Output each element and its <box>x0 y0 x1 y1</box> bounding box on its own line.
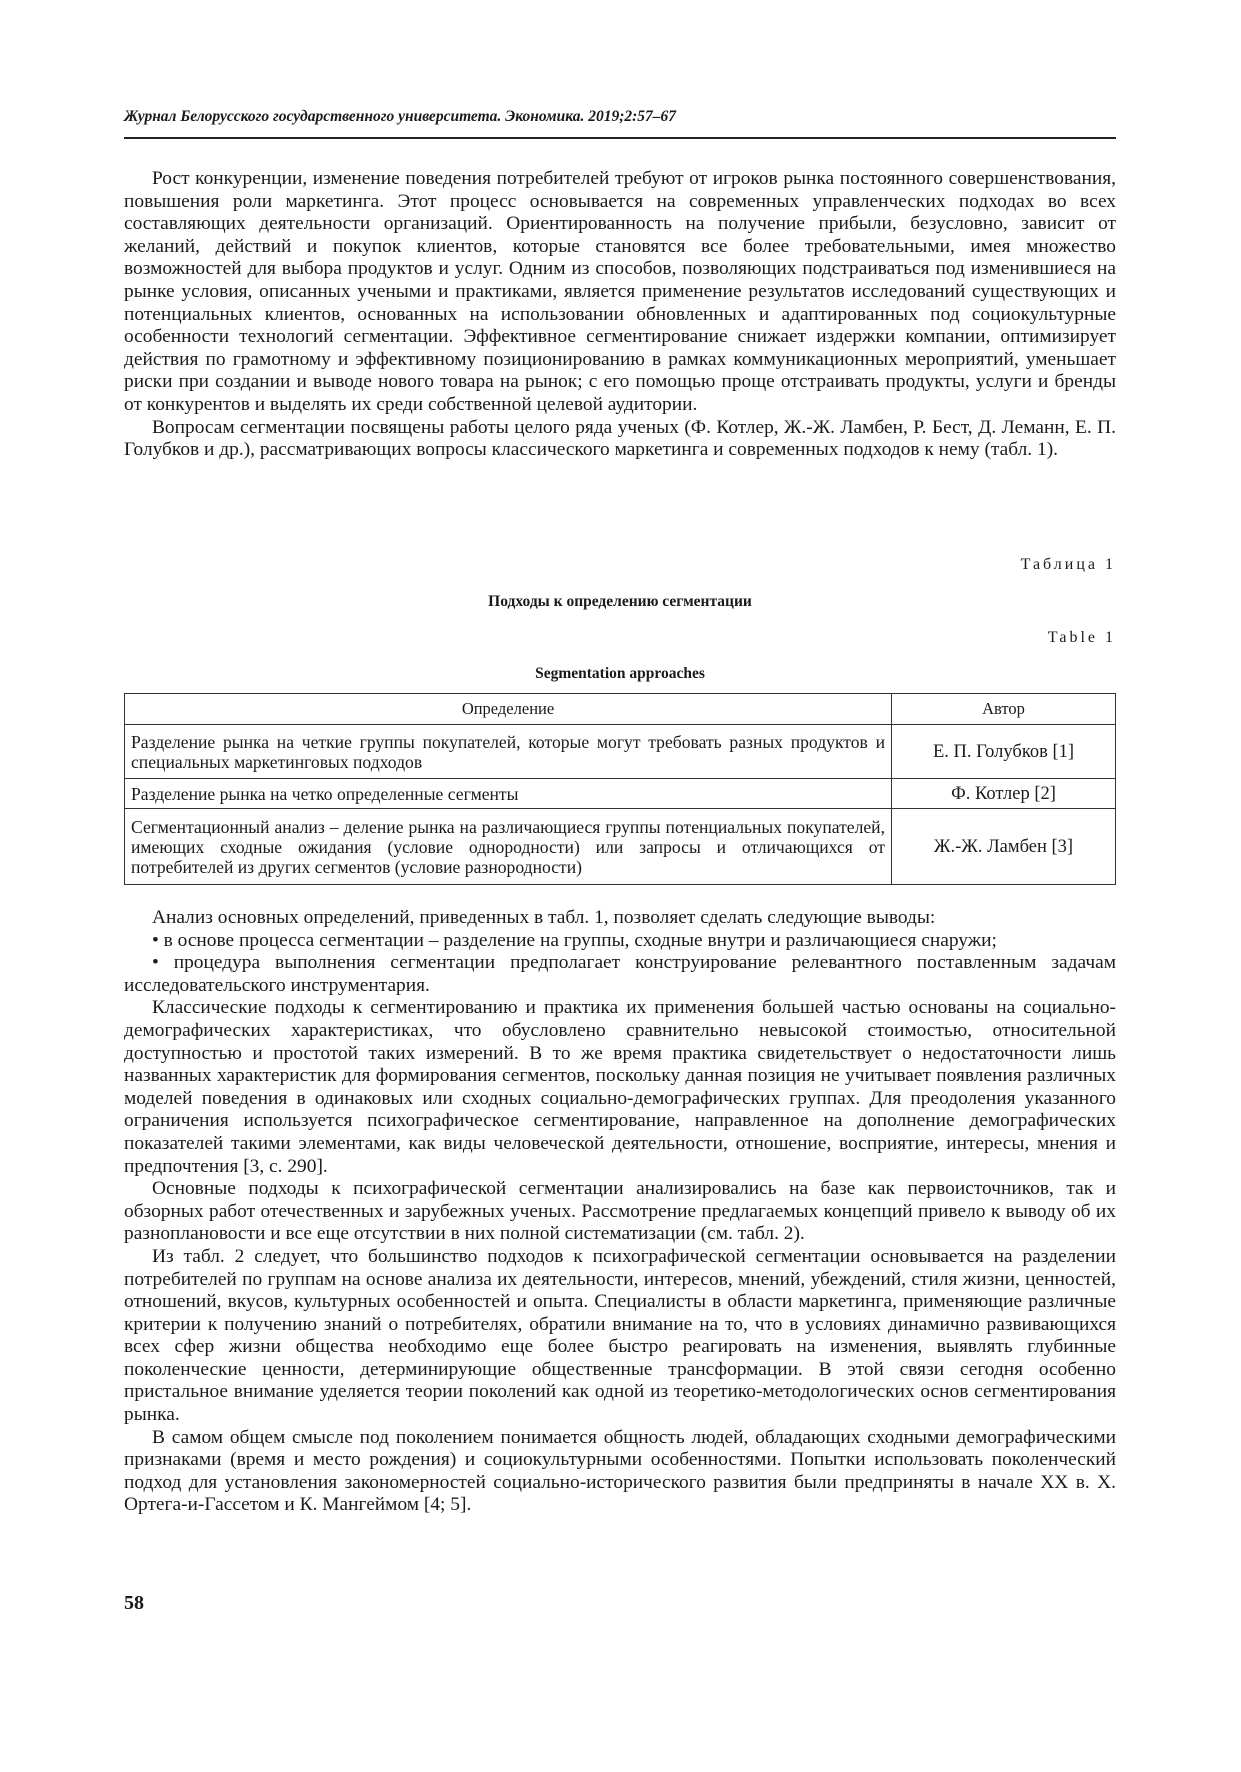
bullet-item: • процедура выполнения сегментации предполагает конструирование релевантного поставленным задачам исследовательского инструментария. <box>124 952 1116 996</box>
table-row <box>125 809 1116 885</box>
journal-header: Журнал Белорусского государственного университета. Экономика. 2019;2:57–67 <box>124 108 677 125</box>
body-text <box>124 907 1116 1517</box>
header-rule <box>124 137 1116 139</box>
intro-text <box>124 168 1116 462</box>
paragraph: Классические подходы к сегментированию и практика их применения большей частью основаны на социально-демографических характеристиках, что обусловлено сравнительно невысокой стоимостью, относительной доступностью и простотой таких измерений. В то же время практика свидетельствует о недостаточности лишь названных характеристик для формирования сегментов, поскольку данная позиция не учитывает появления различных моделей поведения в одинаковых или сходных социально-демографических группах. Для преодоления указанного ограничения используется психографическое сегментирование, направленное на дополнение демографических показателей такими элементами, как виды человеческой деятельности, отношение, восприятие, интересы, мнения и предпочтения [3, с. 290]. <box>124 997 1116 1177</box>
table-row <box>125 725 1116 779</box>
bullet-item: • в основе процесса сегментации – разделение на группы, сходные внутри и различающиеся снаружи; <box>152 929 997 951</box>
table-title-ru: Подходы к определению сегментации <box>488 593 752 610</box>
definition-cell: Разделение рынка на четко определенные сегменты <box>125 779 892 809</box>
table-row <box>125 779 1116 809</box>
paragraph: В самом общем смысле под поколением понимается общность людей, обладающих сходными демографическими признаками (время и место рождения) и социокультурными особенностями. Попытки использовать поколенческий подход для установления закономерностей социально-исторического развития были предприняты в начале XX в. Х. Ортега-и-Гассетом и К. Мангеймом [4; 5]. <box>124 1426 1116 1516</box>
author-cell: Ж.-Ж. Ламбен [3] <box>892 809 1116 885</box>
paragraph: Вопросам сегментации посвящены работы целого ряда ученых (Ф. Котлер, Ж.-Ж. Ламбен, Р. Бест, Д. Леманн, Е. П. Голубков и др.), рассматривающих вопросы классического маркетинга и современных подходов к нему (табл. 1). <box>124 416 1116 461</box>
definition-cell: Сегментационный анализ – деление рынка на различающиеся группы потенциальных покупателей, имеющих сходные ожидания (условие однородности) или запросы и отличающихся от потребителей из других сегментов (условие разнородности) <box>125 809 892 885</box>
table-title-en: Segmentation approaches <box>535 665 705 682</box>
author-cell: Е. П. Голубков [1] <box>892 725 1116 779</box>
table-header-row <box>125 694 1116 725</box>
paragraph: Анализ основных определений, приведенных в табл. 1, позволяет сделать следующие выводы: <box>152 907 936 928</box>
column-header-definition: Определение <box>125 694 892 725</box>
author-cell: Ф. Котлер [2] <box>892 779 1116 809</box>
page-number: 58 <box>124 1592 144 1614</box>
paragraph: Рост конкуренции, изменение поведения потребителей требуют от игроков рынка постоянного совершенствования, повышения роли маркетинга. Этот процесс основывается на современных управленческих подходах во всех составляющих деятельности организаций. Ориентированность на получение прибыли, безусловно, зависит от желаний, действий и покупок клиентов, которые становятся все более требовательными, имея множество возможностей для выбора продуктов и услуг. Одним из способов, позволяющих подстраиваться под изменившиеся на рынке условия, описанных учеными и практиками, является применение результатов исследований существующих и потенциальных клиентов, основанных на использовании обновленных и адаптированных под социокультурные особенности технологий сегментации. Эффективное сегментирование снижает издержки компании, оптимизирует действия по грамотному и эффективному позиционированию в рамках коммуникационных мероприятий, уменьшает риски при создании и выводе нового товара на рынок; с его помощью проще отстраивать продукты, услуги и бренды от конкурентов и выделять их среди собственной целевой аудитории. <box>124 168 1116 415</box>
column-header-author: Автор <box>892 694 1116 725</box>
table-label-en: Table 1 <box>1047 629 1116 646</box>
paragraph: Основные подходы к психографической сегментации анализировались на базе как первоисточников, так и обзорных работ отечественных и зарубежных ученых. Рассмотрение предлагаемых концепций привело к выводу об их разноплановости и все еще отсутствии в них полной систематизации (см. табл. 2). <box>124 1178 1116 1245</box>
definition-cell: Разделение рынка на четкие группы покупателей, которые могут требовать разных продуктов и специальных маркетинговых подходов <box>125 725 892 779</box>
paragraph: Из табл. 2 следует, что большинство подходов к психографической сегментации основывается на разделении потребителей по группам на основе анализа их деятельности, интересов, мнений, убеждений, стиля жизни, ценностей, отношений, вкусов, культурных особенностей и опыта. Специалисты в области маркетинга, применяющие различные критерии к получению знаний о потребителях, обратили внимание на то, что в условиях динамично развивающихся всех сфер жизни общества необходимо еще более быстро реагировать на изменения, выявлять глубинные поколенческие ценности, детерминирующие общественные трансформации. В этой связи сегодня особенно пристальное внимание уделяется теории поколений как одной из теоретико-методологических основ сегментирования рынка. <box>124 1245 1116 1426</box>
table-label-ru: Таблица 1 <box>1020 556 1116 573</box>
segmentation-table <box>124 693 1116 885</box>
